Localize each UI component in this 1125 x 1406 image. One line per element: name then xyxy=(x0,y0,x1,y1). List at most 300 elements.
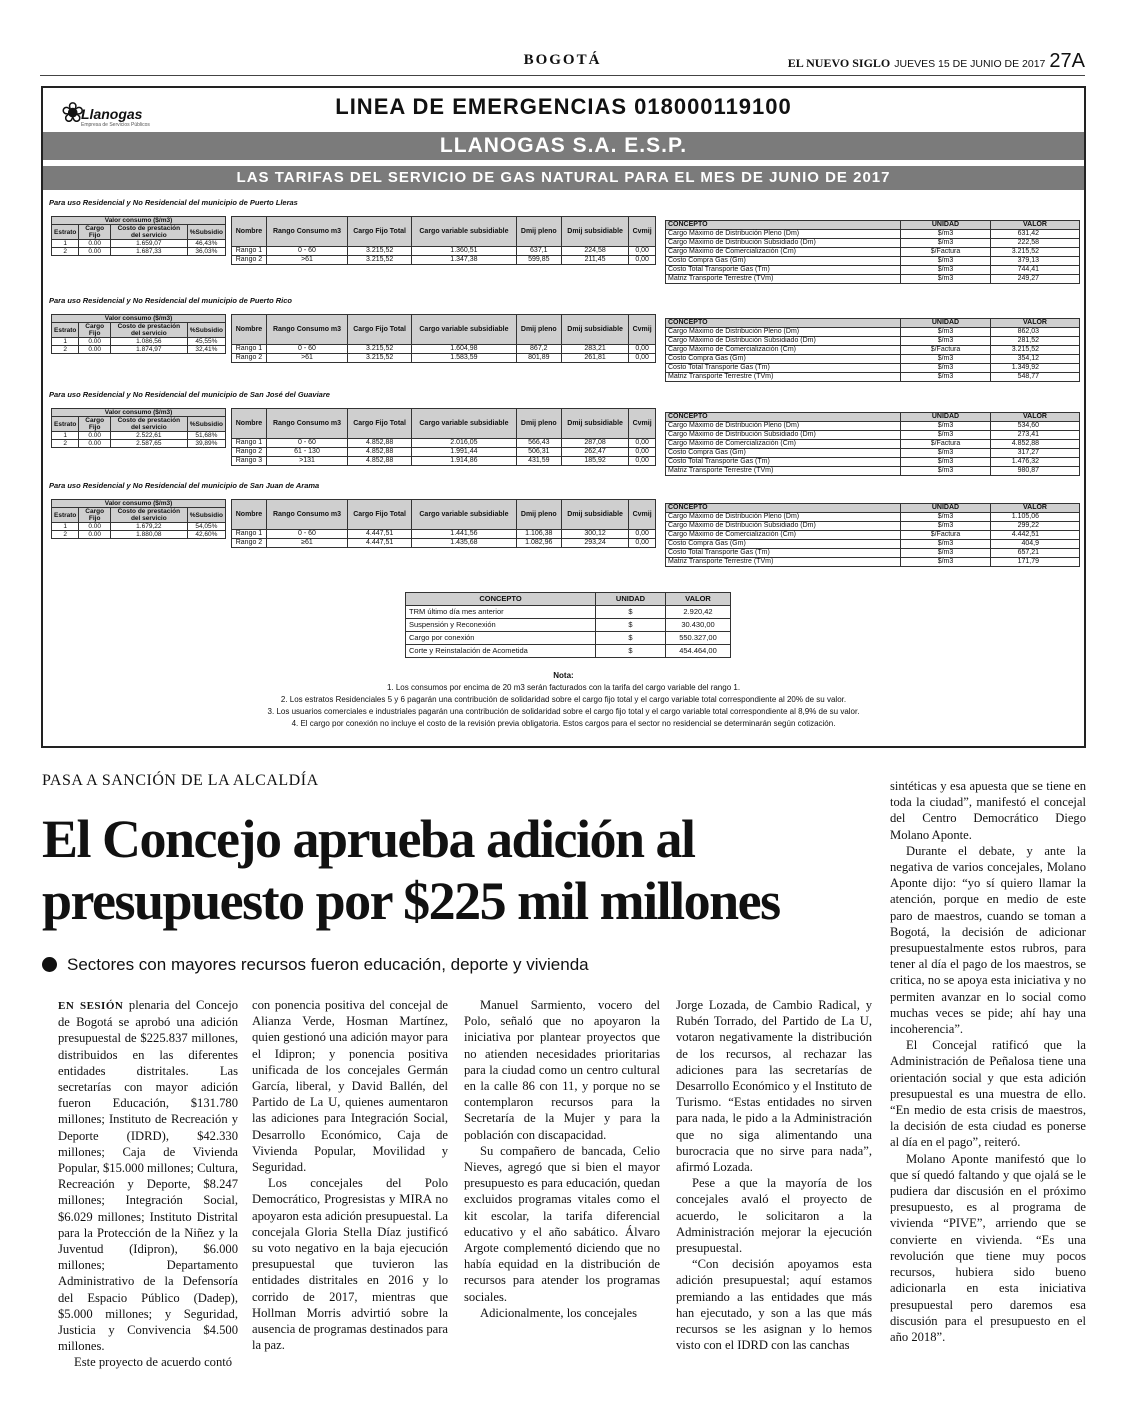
table-cell: $/m3 xyxy=(901,431,991,440)
table-cell: 0.00 xyxy=(79,240,111,248)
table-row xyxy=(52,531,226,539)
article-kicker: PASA A SANCIÓN DE LA ALCALDÍA xyxy=(42,772,319,789)
table-cell: 4.442,51 xyxy=(991,531,1080,540)
table-row xyxy=(52,440,226,448)
column-header: Costo de prestación del servicio xyxy=(110,225,187,240)
table-row xyxy=(232,439,656,448)
table-cell: $/m3 xyxy=(901,558,991,567)
column-header: Rango Consumo m3 xyxy=(266,217,347,247)
table-cell: 1.106,38 xyxy=(516,530,561,539)
table-cell: $/m3 xyxy=(901,373,991,382)
column-header: Dmij pleno xyxy=(516,315,561,345)
tariff-advertisement xyxy=(41,86,1086,748)
column-header: CONCEPTO xyxy=(666,504,901,513)
table-cell: Rango 2 xyxy=(232,256,267,265)
column-header: Estrato xyxy=(52,323,79,338)
table-cell: 0.00 xyxy=(79,432,111,440)
column-header: Cargo Fijo xyxy=(79,508,111,523)
table-cell: 4.852,88 xyxy=(348,448,412,457)
table-cell: 867,2 xyxy=(516,345,561,354)
table-cell: $/Factura xyxy=(901,440,991,449)
table-cell: 1.347,38 xyxy=(412,256,516,265)
table-row xyxy=(666,431,1080,440)
table-cell: 548,77 xyxy=(991,373,1080,382)
table-cell: 2 xyxy=(52,440,79,448)
column-header: VALOR xyxy=(991,413,1080,422)
table-cell: 0,00 xyxy=(629,439,656,448)
table-cell: 404,9 xyxy=(991,540,1080,549)
table-cell: 287,08 xyxy=(561,439,628,448)
table-cell: 3.215,52 xyxy=(991,346,1080,355)
table-row xyxy=(232,448,656,457)
concepto-table xyxy=(665,220,1080,284)
table-cell: 0.00 xyxy=(79,523,111,531)
table-cell: 317,27 xyxy=(991,449,1080,458)
table-row xyxy=(666,328,1080,337)
table-row xyxy=(666,558,1080,567)
column-header: Dmij subsidiable xyxy=(561,217,628,247)
table-cell: Cargo Máximo de Distribución Subsidiado (Dm) xyxy=(666,522,901,531)
column-header: Dmij subsidiable xyxy=(561,409,628,439)
table-cell: $/m3 xyxy=(901,540,991,549)
table-cell: 249,27 xyxy=(991,275,1080,284)
column-header: VALOR xyxy=(991,319,1080,328)
table-cell: 980,87 xyxy=(991,467,1080,476)
table-cell: 293,24 xyxy=(561,539,628,548)
table-row xyxy=(52,240,226,248)
table-cell: Cargo Máximo de Distribución Pleno (Dm) xyxy=(666,422,901,431)
table-cell: 36,03% xyxy=(187,248,225,256)
municipality-label: Para uso Residencial y No Residencial del municipio de San Juan de Arama xyxy=(49,481,320,490)
emergency-line: LINEA DE EMERGENCIAS 018000119100 xyxy=(335,94,792,119)
company-banner: LLANOGAS S.A. E.S.P. xyxy=(43,132,1084,160)
table-cell: Cargo Máximo de Distribución Subsidiado (Dm) xyxy=(666,337,901,346)
table-cell: Costo Total Transporte Gas (Tm) xyxy=(666,549,901,558)
table-cell: Costo Compra Gas (Gm) xyxy=(666,355,901,364)
tariff-title-banner: LAS TARIFAS DEL SERVICIO DE GAS NATURAL PARA EL MES DE JUNIO DE 2017 xyxy=(43,166,1084,190)
table-cell: $/m3 xyxy=(901,364,991,373)
table-cell: 1.082,96 xyxy=(516,539,561,548)
page-number: 27A xyxy=(1049,50,1085,72)
column-header: Cvmij xyxy=(629,217,656,247)
paragraph: Este proyecto de acuerdo contó xyxy=(74,1355,233,1370)
table-cell: $/m3 xyxy=(901,549,991,558)
table-cell: 222,58 xyxy=(991,239,1080,248)
table-row xyxy=(666,422,1080,431)
concepto-table xyxy=(665,503,1080,567)
column-header: Cargo variable subsidiable xyxy=(412,217,516,247)
table-cell: Rango 2 xyxy=(232,539,267,548)
publication-name: EL NUEVO SIGLO xyxy=(787,56,891,70)
table-row xyxy=(52,346,226,354)
table-row xyxy=(666,266,1080,275)
article-column-1 xyxy=(58,997,238,1371)
table-row xyxy=(52,432,226,440)
table-cell: 51,68% xyxy=(187,432,225,440)
table-cell: 1.349,92 xyxy=(991,364,1080,373)
logo-name: Llanogas xyxy=(81,106,143,122)
table-cell: 534,60 xyxy=(991,422,1080,431)
table-cell: 1.086,56 xyxy=(110,338,187,346)
table-row xyxy=(666,337,1080,346)
table-cell: Rango 1 xyxy=(232,345,267,354)
table-row xyxy=(666,257,1080,266)
column-header: Dmij pleno xyxy=(516,500,561,530)
table-cell: 506,31 xyxy=(516,448,561,457)
table-row xyxy=(232,539,656,548)
column-header: UNIDAD xyxy=(901,504,991,513)
column-header: VALOR xyxy=(666,593,731,606)
table-cell: 1.360,51 xyxy=(412,247,516,256)
table-cell: 42,60% xyxy=(187,531,225,539)
table-cell: Cargo Máximo de Comercialización (Cm) xyxy=(666,346,901,355)
column-header: Cvmij xyxy=(629,409,656,439)
table-cell: 3.215,52 xyxy=(348,345,412,354)
table-row xyxy=(406,606,731,619)
paragraph: Los concejales del Polo Democrático, Progresistas y MIRA no apoyaron esta adición presupuestal. La concejala Gloria Stella Díaz justificó su voto negativo en la baja ejecución presupuestal que tuvieron las entidades distritales en 2016 y lo corrido de 2017, mientras que Hollman Morris advirtió sobre la ausencia de programas destinados para la paz. xyxy=(252,1176,448,1353)
column-header: %Subsidio xyxy=(187,417,225,432)
table-cell: 0.00 xyxy=(79,338,111,346)
publication-date: JUEVES 15 DE JUNIO DE 2017 xyxy=(894,58,1046,70)
paragraph: “Con decisión apoyamos esta adición presupuestal; aquí estamos premiando a las entidades que más han ejecutado, y son a las que más recursos se les asignan y lo hemos visto con el IDRD con las canchas xyxy=(676,1257,872,1353)
table-cell: $/m3 xyxy=(901,458,991,467)
table-cell: 1 xyxy=(52,523,79,531)
column-header: %Subsidio xyxy=(187,508,225,523)
table-cell: 1.687,33 xyxy=(110,248,187,256)
table-cell: Matriz Transporte Terrestre (TVm) xyxy=(666,275,901,284)
table-cell: >131 xyxy=(266,457,347,466)
table-cell: $/m3 xyxy=(901,230,991,239)
section-name: BOGOTÁ xyxy=(523,52,602,68)
table-cell: 3.215,52 xyxy=(348,247,412,256)
table-cell: Costo Compra Gas (Gm) xyxy=(666,540,901,549)
article-column-4 xyxy=(676,997,872,1353)
column-header: CONCEPTO xyxy=(666,221,901,230)
table-group-header: Valor consumo ($/m3) xyxy=(52,315,226,323)
table-row xyxy=(666,248,1080,257)
table-cell: $/m3 xyxy=(901,522,991,531)
column-header: Cargo Fijo Total xyxy=(348,500,412,530)
table-cell: 1.476,32 xyxy=(991,458,1080,467)
table-cell: 1.874,97 xyxy=(110,346,187,354)
column-header: Costo de prestación del servicio xyxy=(110,323,187,338)
table-cell: 2.016,05 xyxy=(412,439,516,448)
column-header: UNIDAD xyxy=(901,319,991,328)
table-cell: 4.852,88 xyxy=(348,439,412,448)
column-header: Cargo Fijo Total xyxy=(348,409,412,439)
table-cell: 1.880,08 xyxy=(110,531,187,539)
estrato-table xyxy=(51,216,226,256)
column-header: Costo de prestación del servicio xyxy=(110,417,187,432)
table-cell: 566,43 xyxy=(516,439,561,448)
table-row xyxy=(666,540,1080,549)
table-cell: Suspensión y Reconexión xyxy=(406,619,596,632)
table-cell: 354,12 xyxy=(991,355,1080,364)
table-cell: $/Factura xyxy=(901,531,991,540)
table-cell: 637,1 xyxy=(516,247,561,256)
table-cell: $/m3 xyxy=(901,337,991,346)
table-cell: Cargo por conexión xyxy=(406,632,596,645)
table-cell: Cargo Máximo de Comercialización (Cm) xyxy=(666,440,901,449)
column-header: CONCEPTO xyxy=(666,319,901,328)
column-header: Estrato xyxy=(52,417,79,432)
estrato-table xyxy=(51,314,226,354)
table-cell: Costo Total Transporte Gas (Tm) xyxy=(666,364,901,373)
table-cell: 2 xyxy=(52,346,79,354)
column-header: UNIDAD xyxy=(901,221,991,230)
table-cell: 283,21 xyxy=(561,345,628,354)
table-cell: 0 - 60 xyxy=(266,530,347,539)
table-cell: Rango 1 xyxy=(232,530,267,539)
paragraph: Manuel Sarmiento, vocero del Polo, señaló que no apoyaron la iniciativa por plantear proyectos que no atienden necesidades prioritarias para la ciudad como un centro cultural en la calle 86 con 11, y porque no se contemplaron recursos para la Secretaría de la Mujer y para la población con discapacidad. xyxy=(464,998,660,1142)
table-cell: Costo Compra Gas (Gm) xyxy=(666,449,901,458)
table-row xyxy=(52,523,226,531)
table-cell: Cargo Máximo de Distribución Subsidiado (Dm) xyxy=(666,431,901,440)
note-line: 3. Los usuarios comerciales e industriales pagarán una contribución de solidaridad sobre el cargo fijo total y el cargo variable total correspondiente al 8,9% de su valor. xyxy=(267,707,860,716)
table-row xyxy=(232,345,656,354)
table-cell: 1 xyxy=(52,432,79,440)
table-cell: 599,85 xyxy=(516,256,561,265)
table-row xyxy=(666,239,1080,248)
notes-title: Nota: xyxy=(553,671,574,680)
note-line: 1. Los consumos por encima de 20 m3 serán facturados con la tarifa del cargo variable del rango 1. xyxy=(386,683,741,692)
table-cell: 1.914,86 xyxy=(412,457,516,466)
table-cell: 862,03 xyxy=(991,328,1080,337)
table-cell: 211,45 xyxy=(561,256,628,265)
table-cell: 0,00 xyxy=(629,457,656,466)
column-header: Nombre xyxy=(232,217,267,247)
table-cell: 4.852,88 xyxy=(348,457,412,466)
paragraph: Adicionalmente, los concejales xyxy=(480,1305,638,1320)
column-header: Dmij pleno xyxy=(516,409,561,439)
column-header: CONCEPTO xyxy=(406,593,596,606)
table-cell: 39,89% xyxy=(187,440,225,448)
table-row xyxy=(666,522,1080,531)
column-header: Estrato xyxy=(52,225,79,240)
column-header: Nombre xyxy=(232,409,267,439)
column-header: Dmij pleno xyxy=(516,217,561,247)
column-header: Costo de prestación del servicio xyxy=(110,508,187,523)
general-charges-table xyxy=(405,592,731,658)
table-cell: 3.215,52 xyxy=(348,256,412,265)
table-cell: Matriz Transporte Terrestre (TVm) xyxy=(666,558,901,567)
table-cell: 0 - 60 xyxy=(266,345,347,354)
paragraph: El Concejal ratificó que la Administración de Peñalosa tiene una orientación social y que esta adición presupuestal es una muestra de ello. “En medio de esta crisis de maestros, la decisión de esta ciudad es ponerse al día en el pago”, reiteró. xyxy=(890,1038,1086,1150)
table-row xyxy=(232,530,656,539)
table-cell: Costo Total Transporte Gas (Tm) xyxy=(666,266,901,275)
table-cell: 0 - 60 xyxy=(266,247,347,256)
table-cell: 273,41 xyxy=(991,431,1080,440)
table-cell: 657,21 xyxy=(991,549,1080,558)
table-cell: Rango 2 xyxy=(232,354,267,363)
column-header: Cargo Fijo Total xyxy=(348,315,412,345)
column-header: Cargo Fijo Total xyxy=(348,217,412,247)
table-row xyxy=(406,632,731,645)
municipality-label: Para uso Residencial y No Residencial del municipio de Puerto Rico xyxy=(49,296,292,305)
table-cell: 0,00 xyxy=(629,539,656,548)
table-cell: Cargo Máximo de Distribución Pleno (Dm) xyxy=(666,230,901,239)
column-header: Nombre xyxy=(232,500,267,530)
table-row xyxy=(666,373,1080,382)
table-row xyxy=(666,230,1080,239)
table-cell: $/Factura xyxy=(901,346,991,355)
table-cell: 300,12 xyxy=(561,530,628,539)
column-header: Cargo Fijo xyxy=(79,417,111,432)
column-header: VALOR xyxy=(991,504,1080,513)
paragraph: con ponencia positiva del concejal de Alianza Verde, Hosman Martínez, quien gestionó una adición mayor para el Idipron; y ponencia positiva unificada de los concejales Germán García, liberal, y David Ballén, del Partido de La U, quienes aumentaron las adiciones para Integración Social, Desarrollo Económico, Caja de Vivienda Popular, Movilidad y Seguridad. xyxy=(252,998,448,1175)
paragraph: Molano Aponte manifestó que lo que sí quedó faltando y que ojalá se le pudiera dar discusión en el próximo presupuesto, es al programa de vivienda “PIVE”, arriendo que se convierte en vivienda. “Es una revolución que tiene muy pocos recursos, hubiera sido bueno adicionarla en esta iniciativa presupuestal pero daremos esa discusión para el presupuesto en el año 2018”. xyxy=(890,1151,1086,1344)
table-cell: TRM último día mes anterior xyxy=(406,606,596,619)
article-subhead xyxy=(42,955,589,975)
table-cell: 0,00 xyxy=(629,530,656,539)
table-cell: $/m3 xyxy=(901,328,991,337)
table-cell: 0.00 xyxy=(79,440,111,448)
table-cell: 379,13 xyxy=(991,257,1080,266)
table-row xyxy=(232,457,656,466)
table-cell: 1.583,59 xyxy=(412,354,516,363)
table-cell: 46,43% xyxy=(187,240,225,248)
rango-table xyxy=(231,314,656,363)
table-row xyxy=(666,458,1080,467)
table-cell: $ xyxy=(596,606,666,619)
table-cell: $/m3 xyxy=(901,355,991,364)
table-cell: $/Factura xyxy=(901,248,991,257)
page-header xyxy=(40,50,1085,76)
table-cell: 262,47 xyxy=(561,448,628,457)
table-row xyxy=(666,531,1080,540)
column-header: Estrato xyxy=(52,508,79,523)
bullet-icon xyxy=(42,957,57,972)
publication-info xyxy=(788,50,1085,73)
table-row xyxy=(666,513,1080,522)
table-cell: 550.327,00 xyxy=(666,632,731,645)
table-cell: Cargo Máximo de Distribución Pleno (Dm) xyxy=(666,513,901,522)
column-header: Rango Consumo m3 xyxy=(266,500,347,530)
table-row xyxy=(666,440,1080,449)
municipality-label: Para uso Residencial y No Residencial del municipio de San José del Guaviare xyxy=(49,390,330,399)
table-cell: 4.447,51 xyxy=(348,530,412,539)
column-header: Cargo variable subsidiable xyxy=(412,409,516,439)
table-row xyxy=(232,247,656,256)
table-row xyxy=(52,248,226,256)
column-header: Cargo Fijo xyxy=(79,225,111,240)
table-cell: 0,00 xyxy=(629,345,656,354)
llanogas-logo xyxy=(61,96,156,130)
paragraph: Su compañero de bancada, Celio Nieves, agregó que si bien el mayor presupuesto es para educación, quedan excluidos programas vitales como el kit escolar, la tarifa diferencial educativo y el año sabático. Álvaro Argote complementó diciendo que no había equidad en la distribución de recursos para atender los programas sociales. xyxy=(464,1143,660,1304)
table-cell: $/m3 xyxy=(901,467,991,476)
table-row xyxy=(666,467,1080,476)
table-cell: 61 - 130 xyxy=(266,448,347,457)
rango-table xyxy=(231,499,656,548)
table-cell: 45,55% xyxy=(187,338,225,346)
table-cell: 0,00 xyxy=(629,247,656,256)
table-cell: 0.00 xyxy=(79,248,111,256)
paragraph: Jorge Lozada, de Cambio Radical, y Rubén Torrado, del Partido de La U, votaron negativamente la distribución de los recursos, al rechazar las adiciones para las secretarías de Desarrollo Económico y el Instituto de Turismo. “Estas entidades no sirven para nada, le pido a la Administración que no siga alimentando una burocracia que no sirve para nada”, afirmó Lozada. xyxy=(676,998,872,1175)
table-cell: 1 xyxy=(52,338,79,346)
table-cell: 261,81 xyxy=(561,354,628,363)
table-cell: >61 xyxy=(266,354,347,363)
column-header: Nombre xyxy=(232,315,267,345)
table-row xyxy=(232,256,656,265)
table-cell: 3.215,52 xyxy=(991,248,1080,257)
table-row xyxy=(666,449,1080,458)
column-header: UNIDAD xyxy=(596,593,666,606)
column-header: VALOR xyxy=(991,221,1080,230)
column-header: Cargo variable subsidiable xyxy=(412,500,516,530)
table-cell: $ xyxy=(596,619,666,632)
table-group-header: Valor consumo ($/m3) xyxy=(52,217,226,225)
column-header: CONCEPTO xyxy=(666,413,901,422)
table-cell: $ xyxy=(596,645,666,658)
table-cell: 2.587,65 xyxy=(110,440,187,448)
table-cell: >61 xyxy=(266,256,347,265)
column-header: %Subsidio xyxy=(187,323,225,338)
table-cell: Rango 3 xyxy=(232,457,267,466)
table-group-header: Valor consumo ($/m3) xyxy=(52,500,226,508)
table-cell: 224,58 xyxy=(561,247,628,256)
table-cell: $/m3 xyxy=(901,239,991,248)
table-cell: 801,89 xyxy=(516,354,561,363)
table-cell: 0,00 xyxy=(629,256,656,265)
table-cell: 2.522,61 xyxy=(110,432,187,440)
table-cell: Costo Compra Gas (Gm) xyxy=(666,257,901,266)
table-cell: $/m3 xyxy=(901,257,991,266)
table-cell: 2 xyxy=(52,531,79,539)
column-header: %Subsidio xyxy=(187,225,225,240)
table-cell: Cargo Máximo de Comercialización (Cm) xyxy=(666,531,901,540)
table-cell: $ xyxy=(596,632,666,645)
table-cell: 0,00 xyxy=(629,354,656,363)
article-column-2 xyxy=(252,997,448,1353)
article-column-5 xyxy=(890,778,1086,1345)
table-cell: 32,41% xyxy=(187,346,225,354)
table-cell: ≥61 xyxy=(266,539,347,548)
table-cell: $/m3 xyxy=(901,422,991,431)
column-header: Cargo Fijo xyxy=(79,323,111,338)
column-header: Cvmij xyxy=(629,500,656,530)
table-row xyxy=(232,354,656,363)
subhead-text: Sectores con mayores recursos fueron educación, deporte y vivienda xyxy=(67,955,589,974)
table-row xyxy=(666,355,1080,364)
table-group-header: Valor consumo ($/m3) xyxy=(52,409,226,417)
column-header: Dmij subsidiable xyxy=(561,500,628,530)
table-cell: 1.105,06 xyxy=(991,513,1080,522)
table-cell: 3.215,52 xyxy=(348,354,412,363)
table-cell: 0.00 xyxy=(79,346,111,354)
notes-block xyxy=(43,670,1084,730)
table-cell: 1.659,07 xyxy=(110,240,187,248)
article-column-3 xyxy=(464,997,660,1321)
table-cell: 1.604,98 xyxy=(412,345,516,354)
table-cell: $/m3 xyxy=(901,266,991,275)
table-cell: $/m3 xyxy=(901,275,991,284)
paragraph: sintéticas y esa apuesta que se tiene en toda la ciudad”, manifestó el concejal del Centro Democrático Diego Molano Aponte. xyxy=(890,779,1086,842)
table-cell: 0 - 60 xyxy=(266,439,347,448)
table-cell: 30.430,00 xyxy=(666,619,731,632)
column-header: Dmij subsidiable xyxy=(561,315,628,345)
article-lead: EN SESIÓN xyxy=(58,1000,124,1012)
table-cell: 185,92 xyxy=(561,457,628,466)
table-cell: Costo Total Transporte Gas (Tm) xyxy=(666,458,901,467)
paragraph: plenaria del Concejo de Bogotá se aprobó una adición presupuestal de $225.837 millones, distribuidos en las diferentes entidades distritales. Las secretarías con mayor adición fueron Educación, $131.780 millones; Instituto de Recreación y Deporte (IDRD), $42.330 millones; Caja de Vivienda Popular, $15.000 millones; Cultura, Recreación y Deporte, $8.247 millones; Integración Social, $6.029 millones; Instituto Distrital para la Protección de la Niñez y la Juventud (Idipron), $6.000 millones; Departamento Administrativo de la Defensoría del Espacio Público (Dadep), $5.000 millones; y Seguridad, Justicia y Convivencia $4.500 millones. xyxy=(58,998,238,1354)
table-cell: Matriz Transporte Terrestre (TVm) xyxy=(666,373,901,382)
table-row xyxy=(666,364,1080,373)
table-cell: 1 xyxy=(52,240,79,248)
table-cell: Corte y Reinstalación de Acometida xyxy=(406,645,596,658)
table-cell: 54,05% xyxy=(187,523,225,531)
table-cell: 744,41 xyxy=(991,266,1080,275)
table-cell: 1.679,22 xyxy=(110,523,187,531)
